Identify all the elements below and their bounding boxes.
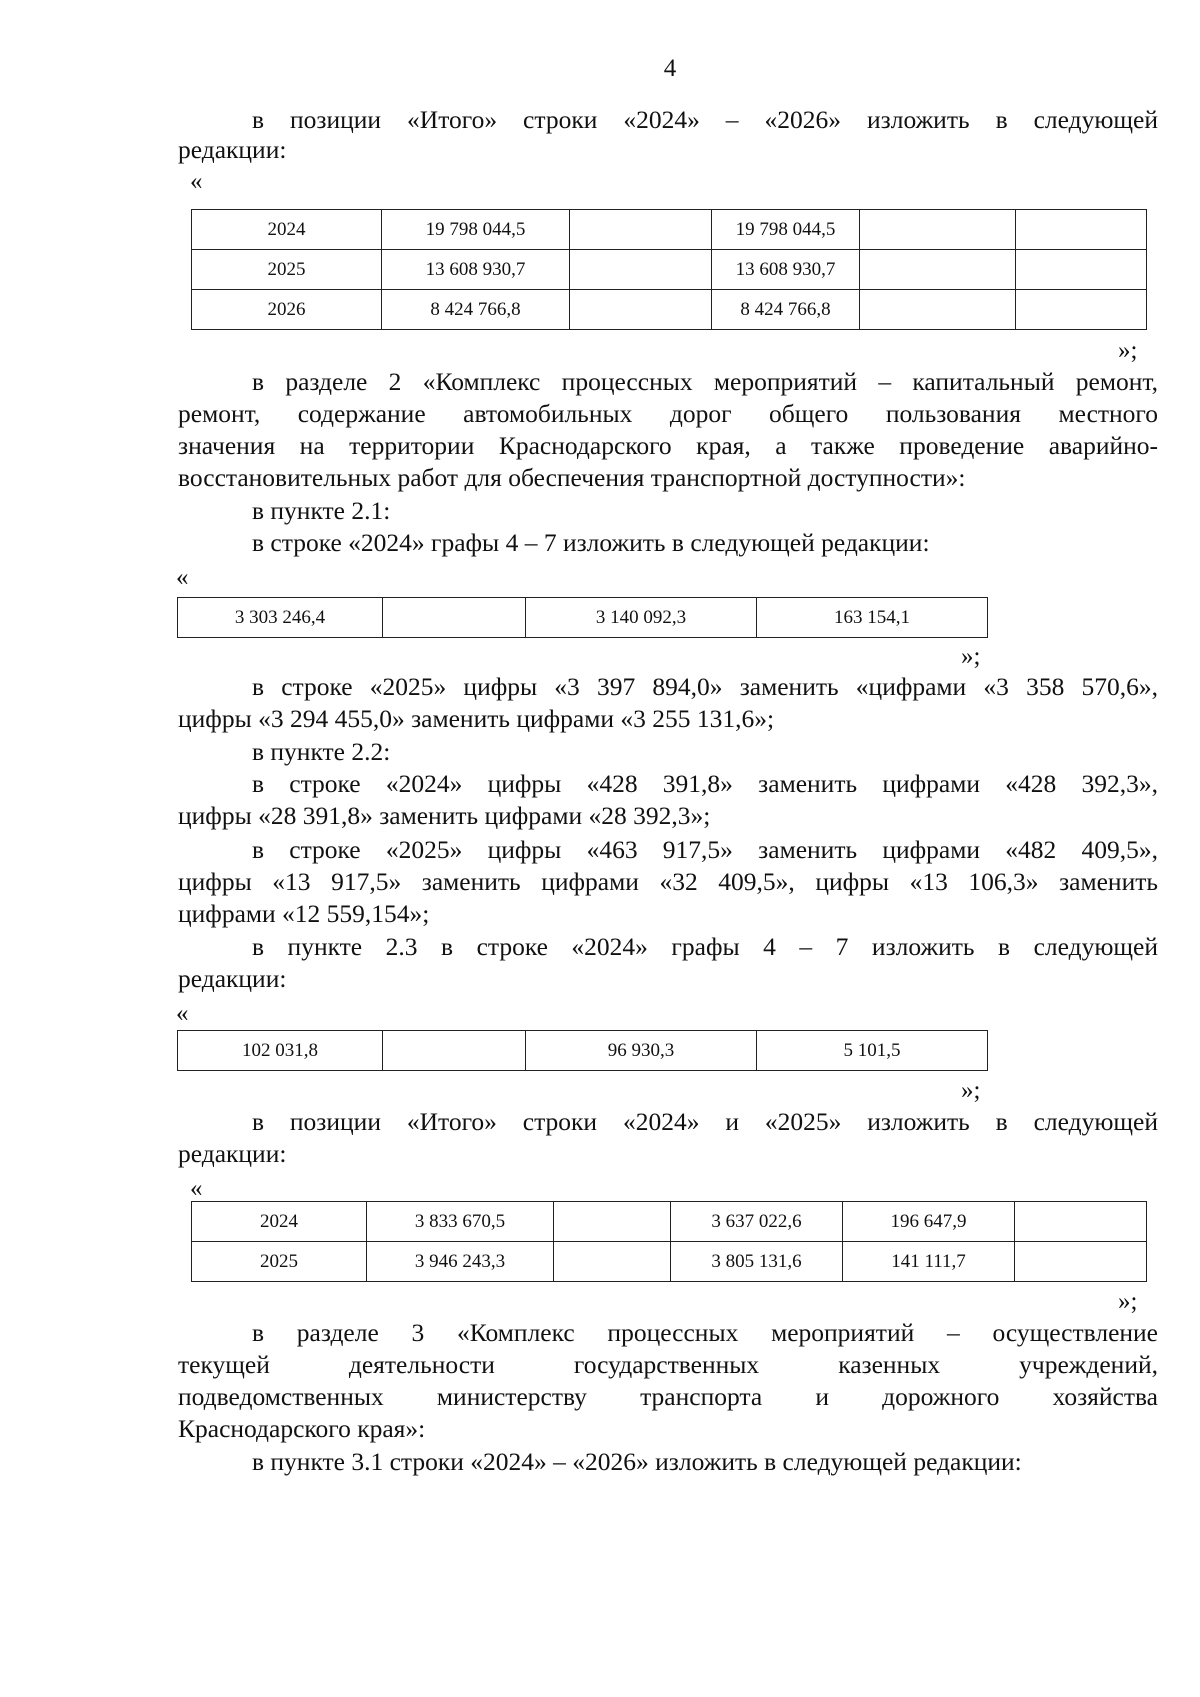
- paragraph-11-line-4: Краснодарского края»:: [178, 1414, 426, 1443]
- close-quote: »;: [961, 1077, 981, 1104]
- close-quote: »;: [1118, 337, 1138, 364]
- table-cell: 2024: [192, 210, 382, 250]
- paragraph-11-line-3: подведомственных министерству транспорта и дорожного хозяйства: [178, 1382, 1158, 1411]
- close-quote: »;: [1118, 1288, 1138, 1315]
- paragraph-9-line-1: в пункте 2.3 в строке «2024» графы 4 – 7 изложить в следующей: [252, 932, 1158, 961]
- paragraph-2-line-4: восстановительных работ для обеспечения транспортной доступности»:: [178, 463, 966, 492]
- table-cell: [554, 1202, 671, 1242]
- table-cell: [570, 210, 712, 250]
- paragraph-12: в пункте 3.1 строки «2024» – «2026» изложить в следующей редакции:: [252, 1447, 1022, 1476]
- table-cell: 3 140 092,3: [526, 598, 757, 638]
- paragraph-10-line-2: редакции:: [178, 1139, 287, 1168]
- open-quote: «: [190, 168, 203, 195]
- table-itogo-2024-2026: [191, 209, 1147, 330]
- table-2024-graphs-4-7: [177, 597, 988, 638]
- table-cell: [1016, 290, 1147, 330]
- table-cell: 3 833 670,5: [367, 1202, 554, 1242]
- table-row: [192, 1242, 1147, 1282]
- paragraph-11-line-2: текущей деятельности государственных казенных учреждений,: [178, 1350, 1158, 1379]
- table-row: [178, 1031, 988, 1071]
- table-cell: [1016, 250, 1147, 290]
- paragraph-2-line-2: ремонт, содержание автомобильных дорог общего пользования местного: [178, 399, 1158, 428]
- table-row: [192, 290, 1147, 330]
- table-cell: 96 930,3: [526, 1031, 757, 1071]
- paragraph-8-line-1: в строке «2025» цифры «463 917,5» заменить цифрами «482 409,5»,: [252, 835, 1158, 864]
- table-cell: 8 424 766,8: [712, 290, 860, 330]
- table-cell: 2024: [192, 1202, 367, 1242]
- table-cell: 196 647,9: [843, 1202, 1015, 1242]
- table-row: [192, 1202, 1147, 1242]
- page-number: 4: [663, 55, 677, 82]
- table-cell: [570, 290, 712, 330]
- table-row: [192, 210, 1147, 250]
- paragraph-9-line-2: редакции:: [178, 964, 287, 993]
- table-cell: [860, 290, 1016, 330]
- paragraph-2-line-3: значения на территории Краснодарского края, а также проведение аварийно-: [178, 431, 1158, 460]
- paragraph-1-line-2: редакции:: [178, 135, 287, 164]
- table-cell: 13 608 930,7: [712, 250, 860, 290]
- table-cell: [383, 598, 526, 638]
- table-cell: 2025: [192, 1242, 367, 1282]
- table-row: [178, 598, 988, 638]
- table-cell: [570, 250, 712, 290]
- paragraph-11-line-1: в разделе 3 «Комплекс процессных мероприятий – осуществление: [252, 1318, 1158, 1347]
- table-cell: [1015, 1242, 1147, 1282]
- table-cell: 141 111,7: [843, 1242, 1015, 1282]
- paragraph-2-line-1: в разделе 2 «Комплекс процессных мероприятий – капитальный ремонт,: [252, 367, 1158, 396]
- paragraph-6: в пункте 2.2:: [252, 737, 391, 766]
- table-2-3-graphs-4-7: [177, 1030, 988, 1071]
- paragraph-1-line-1: в позиции «Итого» строки «2024» – «2026» изложить в следующей: [252, 105, 1158, 134]
- table-cell: [554, 1242, 671, 1282]
- paragraph-3: в пункте 2.1:: [252, 496, 391, 525]
- table-cell: 8 424 766,8: [382, 290, 570, 330]
- table-cell: 3 637 022,6: [671, 1202, 843, 1242]
- paragraph-4: в строке «2024» графы 4 – 7 изложить в следующей редакции:: [252, 528, 930, 557]
- table-cell: [383, 1031, 526, 1071]
- paragraph-5-line-1: в строке «2025» цифры «3 397 894,0» заменить «цифрами «3 358 570,6»,: [252, 672, 1158, 701]
- table-cell: 19 798 044,5: [712, 210, 860, 250]
- table-row: [192, 250, 1147, 290]
- table-cell: [1015, 1202, 1147, 1242]
- table-cell: 2026: [192, 290, 382, 330]
- paragraph-7-line-1: в строке «2024» цифры «428 391,8» заменить цифрами «428 392,3»,: [252, 769, 1158, 798]
- paragraph-5-line-2: цифры «3 294 455,0» заменить цифрами «3 255 131,6»;: [178, 704, 775, 733]
- table-cell: [860, 210, 1016, 250]
- table-cell: 19 798 044,5: [382, 210, 570, 250]
- table-cell: 102 031,8: [178, 1031, 383, 1071]
- table-cell: 163 154,1: [757, 598, 988, 638]
- paragraph-7-line-2: цифры «28 391,8» заменить цифрами «28 392,3»;: [178, 801, 711, 830]
- open-quote: «: [190, 1175, 203, 1202]
- table-cell: 3 303 246,4: [178, 598, 383, 638]
- table-itogo-2024-2025: [191, 1201, 1147, 1282]
- table-cell: 3 805 131,6: [671, 1242, 843, 1282]
- table-cell: 2025: [192, 250, 382, 290]
- paragraph-8-line-2: цифры «13 917,5» заменить цифрами «32 409,5», цифры «13 106,3» заменить: [178, 867, 1158, 896]
- table-cell: 3 946 243,3: [367, 1242, 554, 1282]
- open-quote: «: [176, 564, 189, 591]
- paragraph-10-line-1: в позиции «Итого» строки «2024» и «2025» изложить в следующей: [252, 1107, 1158, 1136]
- table-cell: [1016, 210, 1147, 250]
- table-cell: [860, 250, 1016, 290]
- open-quote: «: [176, 1000, 189, 1027]
- table-cell: 5 101,5: [757, 1031, 988, 1071]
- paragraph-8-line-3: цифрами «12 559,154»;: [178, 899, 430, 928]
- close-quote: »;: [961, 643, 981, 670]
- table-cell: 13 608 930,7: [382, 250, 570, 290]
